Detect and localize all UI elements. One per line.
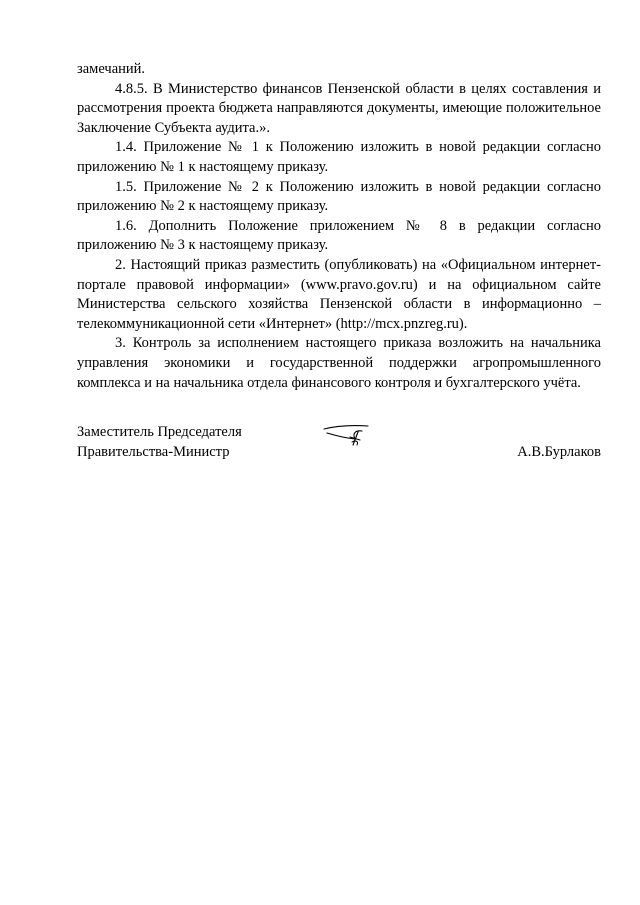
signatory-name: А.В.Бурлаков: [517, 443, 601, 460]
document-body: [77, 60, 601, 393]
signatory-title-line-1: Заместитель Председателя: [77, 424, 242, 440]
paragraph-2-publication: 2. Настоящий приказ разместить (опубликовать) на «Официальном интернет-портале правовой информации» (www.pravo.gov.ru) и на официальном сайте Министерства сельского хозяйства Пензенской области в информационно – телекоммуникационной сети «Интернет» (http://mcx.pnzreg.ru).: [77, 256, 601, 332]
signatory-title-line-2: Правительства-Министр: [77, 443, 230, 460]
paragraph-4-8-5: 4.8.5. В Министерство финансов Пензенской области в целях составления и рассмотрения проекта бюджета направляются документы, имеющие положительное Заключение Субъекта аудита.».: [77, 80, 601, 136]
paragraph-1-5: 1.5. Приложение № 2 к Положению изложить в новой редакции согласно приложению № 2 к настоящему приказу.: [77, 178, 601, 215]
paragraph-1-4: 1.4. Приложение № 1 к Положению изложить в новой редакции согласно приложению № 1 к настоящему приказу.: [77, 139, 601, 175]
signature-block: [77, 423, 601, 462]
paragraph-continuation: замечаний.: [77, 61, 146, 77]
paragraph-3-control: 3. Контроль за исполнением настоящего приказа возложить на начальника управления экономики и государственной поддержки агропромышленного комплекса и на начальника отдела финансового контроля и бухгалтерского учёта.: [77, 335, 601, 391]
handwritten-signature: [322, 419, 372, 453]
paragraph-1-6: 1.6. Дополнить Положение приложением № 8 в редакции согласно приложению № 3 к настоящему приказу.: [77, 217, 601, 254]
